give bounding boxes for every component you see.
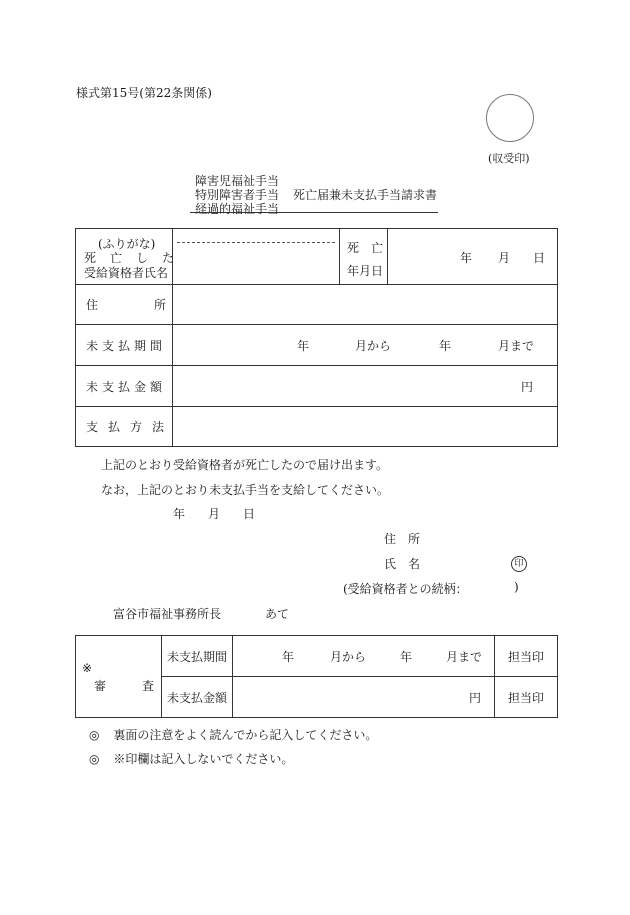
death-day-unit: 日: [533, 251, 546, 265]
date-year-unit: 年: [173, 507, 186, 521]
note-1-text: 裏面の注意をよく読んでから記入してください。: [113, 728, 378, 742]
period-from-month: 月から: [355, 339, 392, 353]
note-1-mark: ◎: [89, 728, 100, 742]
unpaid-amount-char-1: 未: [86, 379, 99, 394]
review-label-char-1: 審: [94, 678, 107, 693]
seal-mark: [511, 555, 527, 572]
review-label-char-2: 査: [142, 678, 155, 693]
unpaid-period-field[interactable]: [173, 325, 558, 366]
date-day-unit: 日: [243, 507, 256, 521]
unpaid-period-char-4: 期: [133, 338, 146, 353]
period-to-year: 年: [439, 339, 452, 353]
note-2: [89, 750, 293, 767]
death-date-label-cell: [340, 229, 388, 285]
furigana-separator: [177, 242, 335, 243]
form-number: 様式第15号(第22条関係): [76, 86, 212, 100]
death-year-unit: 年: [460, 251, 473, 265]
payment-method-label-cell: [76, 407, 173, 447]
review-year-to: 年: [400, 650, 413, 664]
amount-yen-unit: 円: [521, 380, 534, 394]
allowance-type-2: 特別障害者手当: [195, 188, 280, 202]
addressee-suffix: あて: [265, 607, 290, 621]
note-1: [89, 726, 377, 743]
allowance-type-3: 経過的福祉手当: [195, 202, 280, 216]
office-use-mark: ※: [82, 660, 93, 675]
review-table: [75, 635, 558, 718]
unpaid-amount-field[interactable]: [173, 366, 558, 407]
unpaid-period-label-cell: [76, 325, 173, 366]
declaration-line-1: 上記のとおり受給資格者が死亡したので届け出ます。: [101, 458, 389, 472]
officer-seal-cell-2: 担当印: [495, 677, 558, 718]
date-month-unit: 月: [208, 507, 221, 521]
receipt-stamp-label: (収受印): [488, 152, 530, 165]
review-unpaid-period-label: 未支払期間: [162, 636, 233, 677]
payment-method-field[interactable]: [173, 407, 558, 447]
furigana-label: (ふりがな): [98, 237, 156, 251]
deceased-name-label-cell: [76, 229, 176, 285]
unpaid-amount-char-4: 金: [133, 379, 146, 394]
address-row: [76, 285, 558, 325]
review-unpaid-amount-label: 未支払金額: [162, 677, 233, 718]
note-2-text: ※印欄は記入しないでください。: [113, 752, 294, 766]
seal-icon: 印: [511, 556, 527, 572]
applicant-name-label: 氏 名: [384, 557, 421, 571]
payment-method-char-1: 支: [86, 420, 99, 434]
deceased-row: [76, 229, 558, 285]
review-unpaid-amount-field: [233, 677, 495, 718]
title-underline: [190, 212, 438, 213]
review-label-cell: [76, 636, 162, 718]
review-month-from: 月から: [330, 650, 367, 664]
payment-method-char-3: 方: [129, 420, 142, 434]
deceased-label-line2: 受給資格者氏名: [84, 266, 169, 280]
period-from-year: 年: [297, 339, 310, 353]
declaration-line-2: なお，上記のとおり未支払手当を支給してください。: [101, 483, 390, 497]
unpaid-amount-char-2: 支: [101, 379, 114, 394]
death-month-unit: 月: [498, 251, 511, 265]
death-date-label-2: 年月日: [347, 264, 384, 278]
payment-method-char-2: 払: [107, 420, 120, 434]
death-date-label-1: 死 亡: [347, 241, 384, 255]
address-field[interactable]: [173, 285, 558, 325]
deceased-name-field[interactable]: [173, 229, 340, 285]
form-title: 死亡届兼未支払手当請求書: [293, 188, 438, 202]
payment-method-char-4: 法: [151, 420, 164, 434]
relationship-close: ): [514, 580, 519, 594]
review-unpaid-period-field: [233, 636, 495, 677]
unpaid-period-char-3: 払: [117, 338, 130, 353]
unpaid-period-row: [76, 325, 558, 366]
unpaid-period-char-5: 間: [149, 338, 162, 353]
officer-seal-cell-1: 担当印: [495, 636, 558, 677]
payment-method-row: [76, 407, 558, 447]
unpaid-period-char-1: 未: [86, 338, 99, 353]
relationship-label: (受給資格者との続柄：: [343, 582, 468, 596]
unpaid-period-char-2: 支: [101, 338, 114, 353]
review-period-row: [76, 636, 558, 677]
allowance-type-1: 障害児福祉手当: [195, 174, 280, 188]
unpaid-amount-row: [76, 366, 558, 407]
review-month-to: 月まで: [446, 650, 483, 664]
note-2-mark: ◎: [89, 752, 100, 766]
addressee-office: 富谷市福祉事務所長: [113, 607, 222, 621]
unpaid-amount-char-5: 額: [149, 379, 162, 394]
address-label-cell: [76, 285, 173, 325]
applicant-address-label: 住 所: [384, 532, 421, 546]
review-year-from: 年: [282, 650, 295, 664]
period-to-month: 月まで: [498, 339, 535, 353]
address-label-char-1: 住: [86, 298, 99, 312]
address-label-char-2: 所: [153, 298, 166, 312]
death-date-field[interactable]: [388, 229, 558, 285]
unpaid-amount-label-cell: [76, 366, 173, 407]
deceased-label-line1: 死 亡 し た: [84, 251, 176, 265]
main-info-table: [75, 228, 558, 447]
receipt-stamp-circle: [486, 94, 534, 142]
unpaid-amount-char-3: 払: [117, 379, 130, 394]
review-yen-unit: 円: [469, 691, 482, 705]
